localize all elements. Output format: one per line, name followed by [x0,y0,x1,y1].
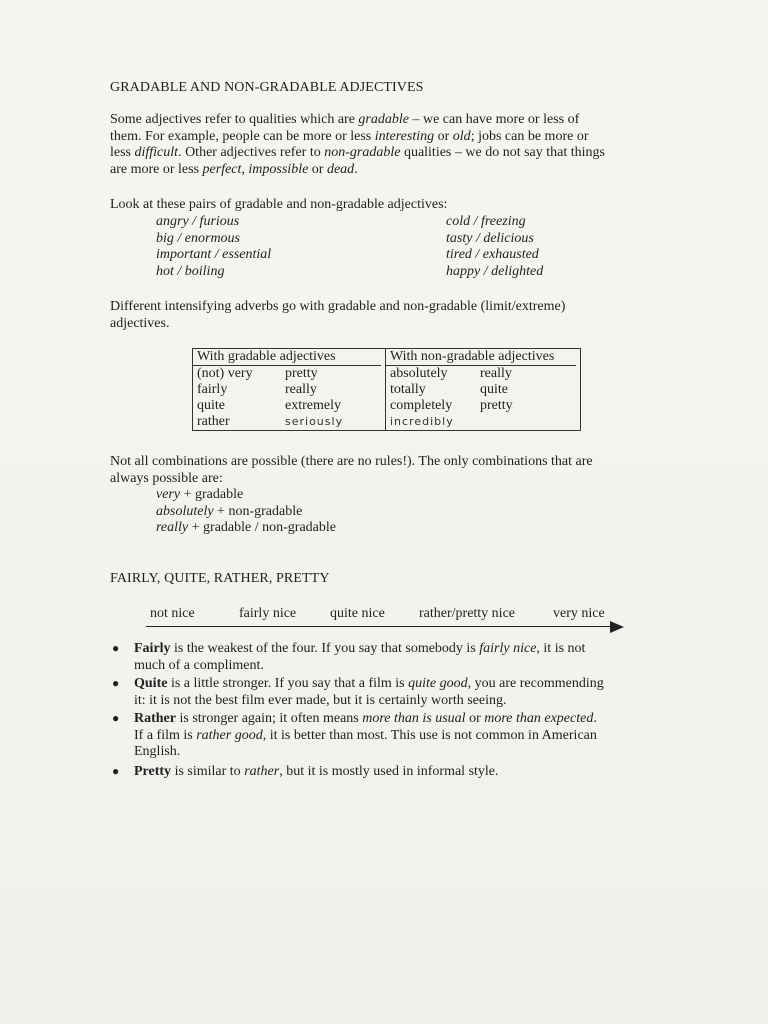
scale-label: rather/pretty nice [419,606,516,621]
combination-item: very + gradable [156,487,244,502]
pairs-right-list [446,214,543,280]
pair-item: angry / furious [156,214,240,229]
table-cell: completely [390,398,453,413]
adverbs-table [192,348,581,431]
pairs-left-list [156,214,271,280]
table-cell: absolutely [390,366,448,381]
section-title: FAIRLY, QUITE, RATHER, PRETTY [110,571,330,586]
pair-item: tired / exhausted [446,247,539,262]
pair-item: big / enormous [156,230,240,246]
table-cell: (not) very [197,366,253,381]
combination-item: absolutely + non-gradable [156,503,303,519]
table-cell: totally [390,382,426,397]
pair-item: tasty / delicious [446,230,534,246]
table-cell-handwritten: seriously [285,415,344,428]
bullet-icon: ● [112,764,120,778]
adverbs-intro: Different intensifying adverbs go with gradable and non-gradable (limit/extreme) adjectives. [110,299,566,331]
table-header-non-gradable: With non-gradable adjectives [386,349,576,366]
bullet-quite: Quite is a little stronger. If you say that a film is quite good, you are recommending it: it is not the best film ever made, but it is certainly worth seeing. [134,676,604,708]
scale-label: fairly nice [239,606,297,621]
bullet-icon: ● [112,641,120,655]
intro-paragraph: Some adjectives refer to qualities which are gradable – we can have more or less of them. For example, people can be more or less interesting or old; jobs can be more or less difficult. Other adjectives refer to non-gradable qualities – we do not say that things are more or less perfect, impossible or dead. [110,112,605,177]
combination-item: really + gradable / non-gradable [156,520,336,535]
table-header-gradable: With gradable adjectives [193,349,381,366]
combinations-list [156,487,336,537]
table-cell: rather [197,414,230,429]
table-cell-handwritten: incredibly [390,415,454,428]
combinations-paragraph: Not all combinations are possible (there are no rules!). The only combinations that are always possible are: [110,454,593,486]
scale-line [146,626,612,627]
table-cell: really [480,366,512,381]
table-cell: quite [480,382,508,397]
scale-label: quite nice [330,606,385,621]
bullet-icon: ● [112,676,120,690]
table-cell: fairly [197,382,228,397]
pairs-intro: Look at these pairs of gradable and non-gradable adjectives: [110,197,448,212]
bullet-rather: Rather is stronger again; it often means more than is usual or more than expected. If a film is rather good, it is better than most. This use is not common in American English. [134,711,597,759]
page-title: GRADABLE AND NON-GRADABLE ADJECTIVES [110,80,424,95]
scale-label: very nice [553,606,605,621]
bullet-icon: ● [112,711,120,725]
table-cell: pretty [480,398,513,413]
pair-item: cold / freezing [446,214,526,229]
pair-item: important / essential [156,247,272,262]
gradable-column [193,349,386,431]
table-cell [480,414,576,430]
arrow-right-icon [610,621,624,633]
bullet-fairly: Fairly is the weakest of the four. If you say that somebody is fairly nice, it is not much of a compliment. [134,641,586,673]
table-cell: quite [197,398,225,413]
bullet-pretty: Pretty is similar to rather, but it is mostly used in informal style. [134,764,499,779]
pair-item: hot / boiling [156,263,225,279]
table-cell: pretty [285,366,318,381]
pair-item: happy / delighted [446,263,544,279]
table-cell: really [285,382,317,397]
table-cell: extremely [285,398,341,413]
scale-label: not nice [150,606,195,621]
non-gradable-column [386,349,581,431]
